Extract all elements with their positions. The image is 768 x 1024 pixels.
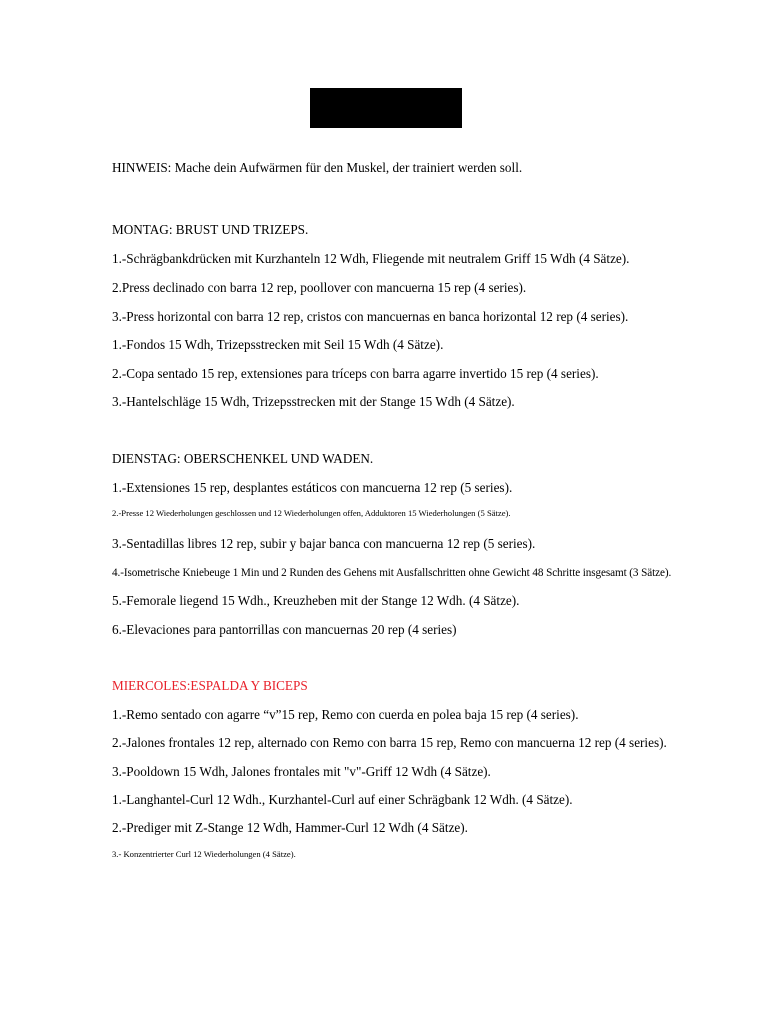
- exercise-line: 3.-Pooldown 15 Wdh, Jalones frontales mit "v"-Griff 12 Wdh (4 Sätze).: [112, 764, 491, 779]
- exercise-line: 4.-Isometrische Kniebeuge 1 Min und 2 Runden des Gehens mit Ausfallschritten ohne Gewicht 48 Schritte insgesamt (3 Sätze).: [112, 567, 672, 579]
- exercise-line: 3.-Sentadillas libres 12 rep, subir y bajar banca con mancuerna 12 rep (5 series).: [112, 536, 536, 551]
- exercise-line: 5.-Femorale liegend 15 Wdh., Kreuzheben mit der Stange 12 Wdh. (4 Sätze).: [112, 593, 520, 608]
- exercise-line: 6.-Elevaciones para pantorrillas con mancuernas 20 rep (4 series): [112, 622, 457, 637]
- exercise-line: 2.Press declinado con barra 12 rep, poollover con mancuerna 15 rep (4 series).: [112, 280, 527, 295]
- exercise-line-small: 2.-Presse 12 Wiederholungen geschlossen und 12 Wiederholungen offen, Adduktoren 15 Wiederholungen (5 Sätze).: [112, 508, 511, 518]
- exercise-line: 1.-Extensiones 15 rep, desplantes estáticos con mancuerna 12 rep (5 series).: [112, 480, 513, 495]
- exercise-line: 3.-Press horizontal con barra 12 rep, cristos con mancuernas en banca horizontal 12 rep (4 series).: [112, 309, 629, 324]
- section-heading-wednesday: MIERCOLES:ESPALDA Y BICEPS: [112, 678, 308, 693]
- exercise-line-small: 3.- Konzentrierter Curl 12 Wiederholungen (4 Sätze).: [112, 849, 296, 859]
- exercise-line: 2.-Prediger mit Z-Stange 12 Wdh, Hammer-Curl 12 Wdh (4 Sätze).: [112, 820, 468, 835]
- exercise-line: 1.-Schrägbankdrücken mit Kurzhanteln 12 Wdh, Fliegende mit neutralem Griff 15 Wdh (4 Sätze).: [112, 251, 630, 266]
- exercise-line: 1.-Remo sentado con agarre “v”15 rep, Remo con cuerda en polea baja 15 rep (4 series).: [112, 707, 579, 722]
- exercise-line: 3.-Hantelschläge 15 Wdh, Trizepsstrecken mit der Stange 15 Wdh (4 Sätze).: [112, 394, 515, 409]
- exercise-line: 1.-Fondos 15 Wdh, Trizepsstrecken mit Seil 15 Wdh (4 Sätze).: [112, 337, 444, 352]
- warmup-note: HINWEIS: Mache dein Aufwärmen für den Muskel, der trainiert werden soll.: [112, 160, 523, 175]
- exercise-line: 2.-Copa sentado 15 rep, extensiones para tríceps con barra agarre invertido 15 rep (4 series).: [112, 366, 599, 381]
- exercise-line: 1.-Langhantel-Curl 12 Wdh., Kurzhantel-Curl auf einer Schrägbank 12 Wdh. (4 Sätze).: [112, 792, 573, 807]
- exercise-line: 2.-Jalones frontales 12 rep, alternado con Remo con barra 15 rep, Remo con mancuerna 12 rep (4 series).: [112, 735, 667, 750]
- section-heading-tuesday: DIENSTAG: OBERSCHENKEL UND WADEN.: [112, 451, 374, 466]
- redacted-title-block: [310, 88, 462, 128]
- section-heading-monday: MONTAG: BRUST UND TRIZEPS.: [112, 222, 309, 237]
